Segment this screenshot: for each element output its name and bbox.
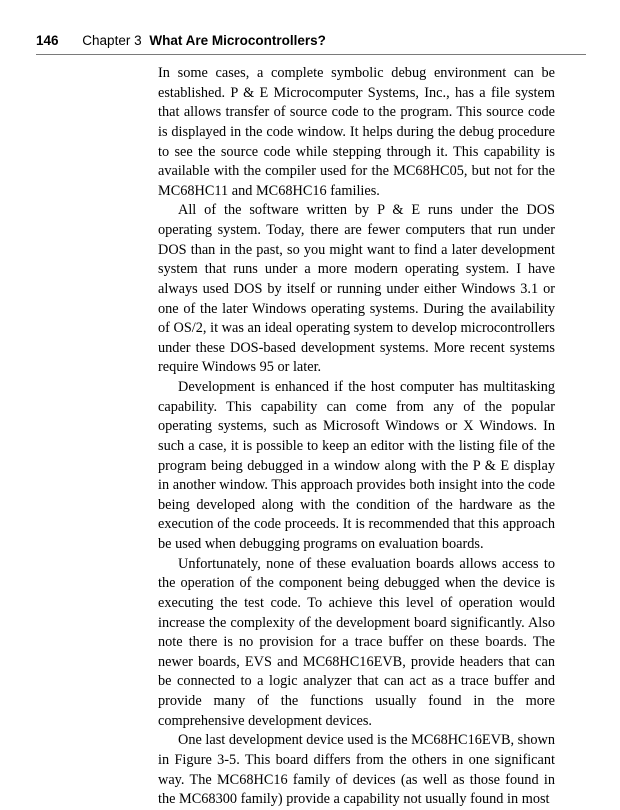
running-header xyxy=(36,33,586,53)
paragraph: Development is enhanced if the host computer has multitasking capability. This capability can come from any of the popular operating systems, such as Microsoft Windows or X Windows. In such a case, it is possible to keep an editor with the listing file of the program being debugged in a window along with the P & E display in another window. This approach provides both insight into the code being developed along with the condition of the hardware as the execution of the code proceeds. It is recommended that this approach be used when debugging programs on evaluation boards. xyxy=(158,379,555,552)
header-rule xyxy=(36,54,586,55)
paragraph: In some cases, a complete symbolic debug environment can be established. P & E Microcomputer Systems, Inc., has a file system that allows transfer of source code to the program. This source code is displayed in the code window. It helps during the debug procedure to see the source code while stepping through it. This capability is available with the compiler used for the MC68HC05, but not for the MC68HC11 and MC68HC16 families. xyxy=(158,65,555,199)
paragraph: All of the software written by P & E runs under the DOS operating system. Today, there are fewer computers that run under DOS than in the past, so you might want to find a later development system that runs under a more modern operating system. I have always used DOS by itself or running under either Windows 3.1 or one of the later Windows operating systems. During the availability of OS/2, it was an ideal operating system to develop microcontrollers under these DOS-based development systems. More recent systems require Windows 95 or later. xyxy=(158,202,555,376)
paragraph: Unfortunately, none of these evaluation boards allows access to the operation of the component being debugged when the device is executing the test code. To achieve this level of operation would increase the complexity of the development board significantly. Also note there is no provision for a trace buffer on these boards. The newer boards, EVS and MC68HC16EVB, provide headers that can be connected to a logic analyzer that can act as a trace buffer and provide many of the functions usually found in the more comprehensive development devices. xyxy=(158,555,555,729)
chapter-label: Chapter 3 xyxy=(82,33,142,48)
paragraph: One last development device used is the MC68HC16EVB, shown in Figure 3-5. This board differs from the others in one significant way. The MC68HC16 family of devices (as well as those found in the MC68300 family) provide a capability not usually found in most xyxy=(158,732,555,808)
chapter-title: What Are Microcontrollers? xyxy=(149,33,326,48)
page-number: 146 xyxy=(36,33,59,48)
body-text xyxy=(158,64,555,810)
